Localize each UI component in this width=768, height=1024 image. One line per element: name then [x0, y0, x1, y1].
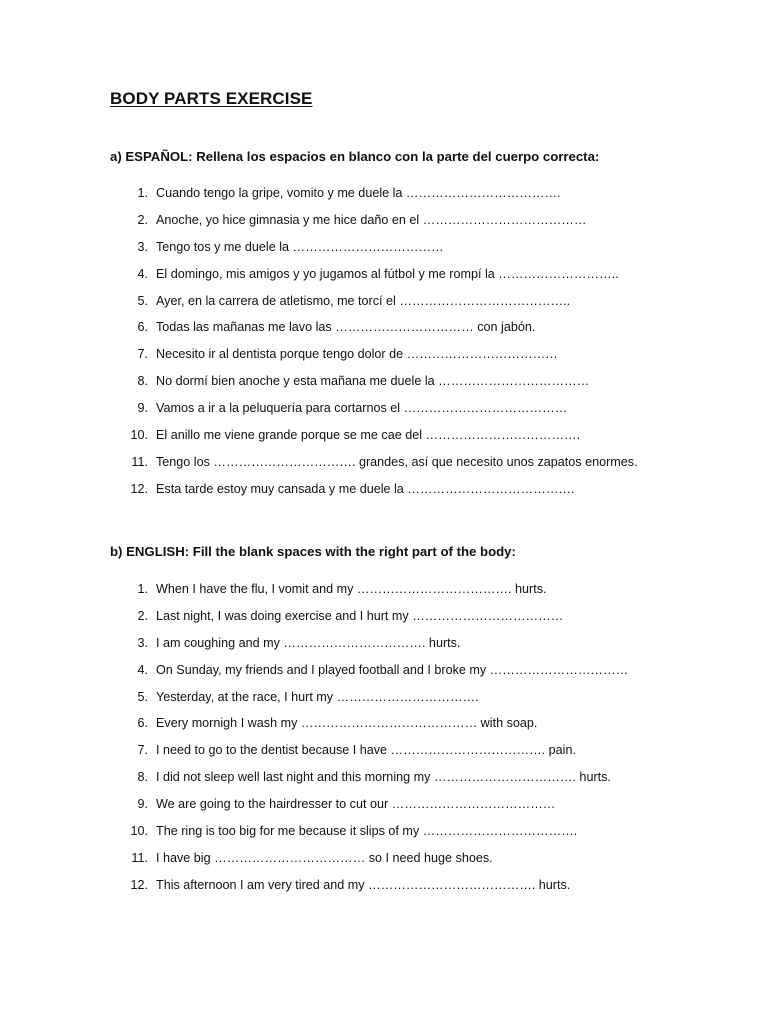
exercise-sentence: Ayer, en la carrera de atletismo, me torcí el …………………………………..	[156, 293, 571, 308]
exercise-number: 7.	[137, 743, 148, 758]
exercise-sentence: Vamos a ir a la peluquería para cortarnos el …………………………………	[156, 401, 568, 416]
exercise-number: 2.	[137, 212, 148, 227]
exercise-number: 8.	[137, 374, 148, 389]
exercise-sentence: Anoche, yo hice gimnasia y me hice daño en el …………………………………	[156, 212, 587, 227]
exercise-number: 4.	[137, 662, 148, 677]
english-section-heading: b) ENGLISH: Fill the blank spaces with the right part of the body:	[110, 544, 516, 559]
exercise-sentence: I did not sleep well last night and this morning my ……………………………. hurts.	[156, 770, 611, 785]
exercise-sentence: Cuando tengo la gripe, vomito y me duele la ……………………………….	[156, 186, 561, 200]
exercise-number: 4.	[137, 266, 148, 281]
exercise-number: 1.	[137, 186, 148, 200]
exercise-sentence: I need to go to the dentist because I have ………………………………. pain.	[156, 743, 576, 758]
exercise-sentence: Tengo tos y me duele la ………………………………	[156, 239, 444, 254]
exercise-sentence: This afternoon I am very tired and my …………………………………. hurts.	[156, 877, 571, 892]
exercise-sentence: Every mornigh I wash my …………………………………… with soap.	[156, 716, 538, 731]
spanish-section-heading: a) ESPAÑOL: Rellena los espacios en blanco con la parte del cuerpo correcta:	[110, 149, 600, 164]
exercise-number: 11.	[131, 850, 148, 865]
exercise-number: 8.	[137, 770, 148, 785]
exercise-sentence: When I have the flu, I vomit and my ………………………………. hurts.	[156, 582, 547, 596]
exercise-number: 10.	[130, 824, 148, 839]
exercise-sentence: I have big ……………………………… so I need huge shoes.	[156, 850, 493, 865]
exercise-number: 5.	[137, 689, 148, 704]
exercise-number: 6.	[137, 716, 148, 731]
exercise-sentence: We are going to the hairdresser to cut our …………………………………	[156, 797, 556, 812]
exercise-sentence: Necesito ir al dentista porque tengo dolor de ………………………………	[156, 347, 558, 362]
exercise-sentence: Tengo los ……………………………. grandes, así que necesito unos zapatos enormes.	[156, 454, 638, 469]
exercise-number: 12.	[130, 481, 148, 496]
exercise-sentence: The ring is too big for me because it slips of my ……………………………….	[156, 824, 578, 839]
exercise-number: 6.	[137, 320, 148, 335]
exercise-number: 11.	[131, 454, 148, 469]
exercise-number: 2.	[137, 608, 148, 623]
exercise-sentence: On Sunday, my friends and I played football and I broke my ……………………………	[156, 662, 629, 677]
exercise-sentence: Esta tarde estoy muy cansada y me duele la ………………………………….	[156, 481, 575, 496]
page-title: BODY PARTS EXERCISE	[110, 89, 313, 108]
exercise-number: 9.	[137, 797, 148, 812]
exercise-sentence: Yesterday, at the race, I hurt my …………………………….	[156, 689, 479, 704]
exercise-sentence: El domingo, mis amigos y yo jugamos al fútbol y me rompí la ………………………..	[156, 266, 619, 281]
exercise-number: 10.	[130, 428, 148, 443]
exercise-number: 3.	[137, 239, 148, 254]
exercise-sentence: Last night, I was doing exercise and I hurt my ………………………………	[156, 608, 564, 623]
exercise-number: 3.	[137, 635, 148, 650]
exercise-sentence: Todas las mañanas me lavo las …………………………… con jabón.	[156, 320, 536, 335]
exercise-sentence: El anillo me viene grande porque se me cae del ……………………………….	[156, 428, 581, 443]
exercise-number: 9.	[137, 401, 148, 416]
exercise-sentence: No dormí bien anoche y esta mañana me duele la ………………………………	[156, 374, 590, 389]
exercise-number: 12.	[130, 877, 148, 892]
exercise-number: 7.	[137, 347, 148, 362]
exercise-number: 5.	[137, 293, 148, 308]
exercise-sentence: I am coughing and my ……………………………. hurts.	[156, 635, 461, 650]
exercise-number: 1.	[137, 582, 148, 596]
